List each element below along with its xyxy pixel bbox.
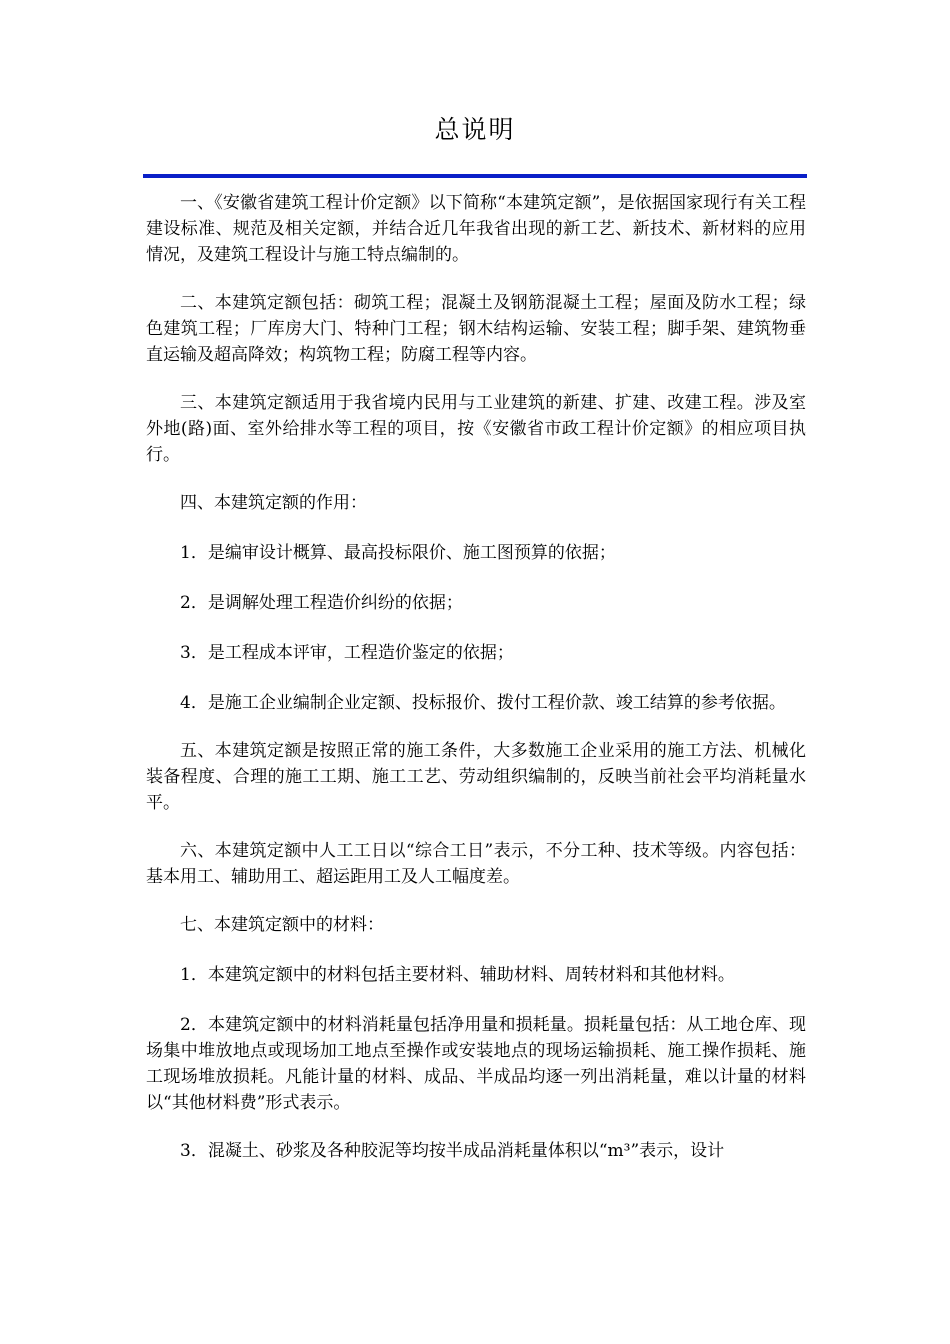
paragraph-1: 一、《安徽省建筑工程计价定额》以下简称“本建筑定额”，是依据国家现行有关工程建设标准、规范及相关定额，并结合近几年我省出现的新工艺、新技术、新材料的应用情况，及建筑工程设计与施工特点编制的。	[146, 193, 806, 265]
paragraph-3: 三、本建筑定额适用于我省境内民用与工业建筑的新建、扩建、改建工程。涉及室外地(路)面、室外给排水等工程的项目，按《安徽省市政工程计价定额》的相应项目执行。	[146, 393, 806, 465]
paragraph-7-item-1: 1．本建筑定额中的材料包括主要材料、辅助材料、周转材料和其他材料。	[180, 965, 735, 985]
paragraph-6: 六、本建筑定额中人工工日以“综合工日”表示，不分工种、技术等级。内容包括：基本用工、辅助用工、超运距用工及人工幅度差。	[146, 841, 806, 887]
paragraph-5: 五、本建筑定额是按照正常的施工条件，大多数施工企业采用的施工方法、机械化装备程度、合理的施工工期、施工工艺、劳动组织编制的，反映当前社会平均消耗量水平。	[146, 741, 806, 813]
paragraph-4-item-1: 1．是编审设计概算、最高投标限价、施工图预算的依据；	[180, 543, 616, 563]
paragraph-2: 二、本建筑定额包括：砌筑工程；混凝土及钢筋混凝土工程；屋面及防水工程；绿色建筑工程；厂库房大门、特种门工程；钢木结构运输、安装工程；脚手架、建筑物垂直运输及超高降效；构筑物工程；防腐工程等内容。	[146, 293, 806, 365]
paragraph-4-item-4: 4．是施工企业编制企业定额、投标报价、拨付工程价款、竣工结算的参考依据。	[180, 693, 786, 713]
paragraph-4: 四、本建筑定额的作用：	[180, 493, 367, 513]
paragraph-7: 七、本建筑定额中的材料：	[180, 915, 384, 935]
paragraph-7-item-3: 3．混凝土、砂浆及各种胶泥等均按半成品消耗量体积以“m³”表示，设计	[180, 1141, 725, 1161]
paragraph-7-item-2: 2．本建筑定额中的材料消耗量包括净用量和损耗量。损耗量包括：从工地仓库、现场集中堆放地点或现场加工地点至操作或安装地点的现场运输损耗、施工操作损耗、施工现场堆放损耗。凡能计量的材料、成品、半成品均逐一列出消耗量，难以计量的材料以“其他材料费”形式表示。	[146, 1015, 806, 1113]
document-body	[146, 190, 806, 1186]
page-title: 总说明	[434, 115, 516, 144]
paragraph-4-item-3: 3．是工程成本评审，工程造价鉴定的依据；	[180, 643, 514, 663]
paragraph-4-item-2: 2．是调解处理工程造价纠纷的依据；	[180, 593, 463, 613]
title-divider	[143, 174, 807, 178]
